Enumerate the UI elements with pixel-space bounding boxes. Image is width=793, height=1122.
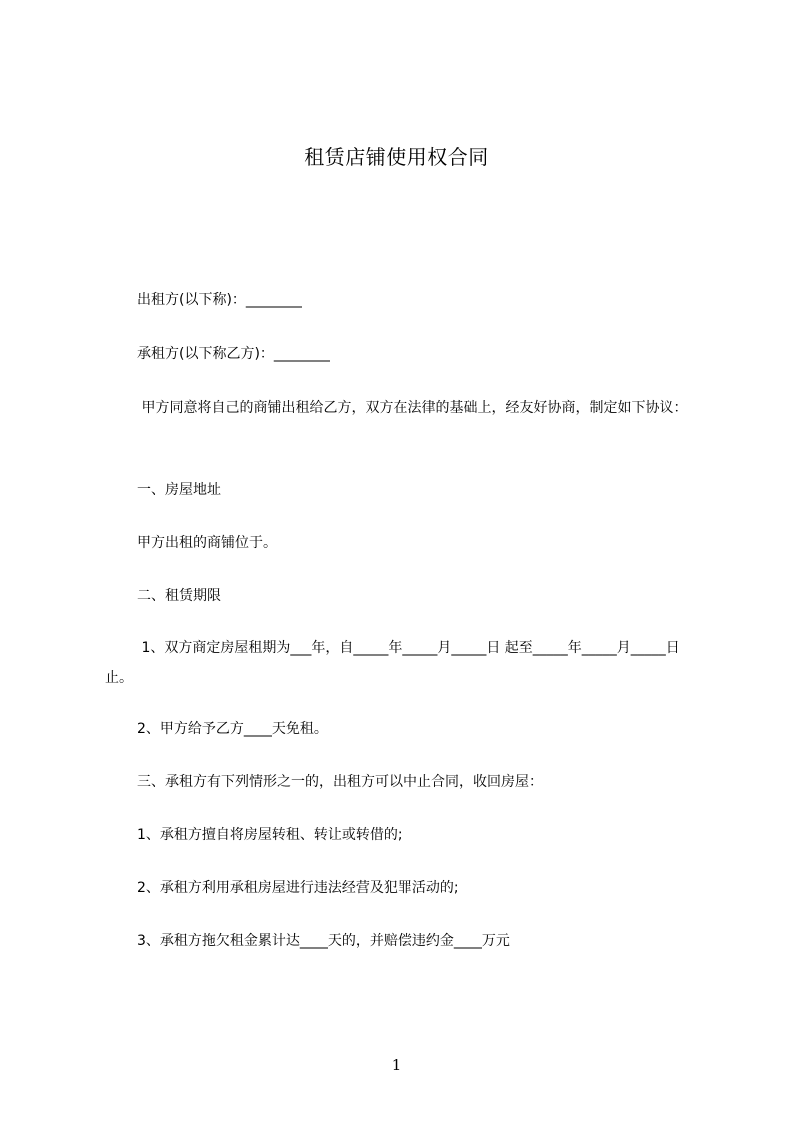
term-clause-1: 1、双方商定房屋租期为___年，自_____年_____月_____日 起至_____年_____月_____日 止。 xyxy=(105,640,685,686)
termination-clause-3: 3、承租方拖欠租金累计达____天的，并赔偿违约金____万元 xyxy=(137,933,510,949)
lessee-line: 承租方(以下称乙方)：________ xyxy=(137,346,330,362)
agreement-intro: 甲方同意将自己的商铺出租给乙方，双方在法律的基础上，经友好协商，制定如下协议： xyxy=(137,400,688,416)
page-number: 1 xyxy=(391,1056,402,1074)
lessor-line: 出租方(以下称)：________ xyxy=(137,292,302,308)
term-clause-2: 2、甲方给予乙方____天免租。 xyxy=(137,721,328,737)
address-clause: 甲方出租的商铺位于。 xyxy=(137,535,277,551)
termination-clause-1: 1、承租方擅自将房屋转租、转让或转借的; xyxy=(137,827,403,843)
section-heading-termination: 三、承租方有下列情形之一的，出租方可以中止合同，收回房屋： xyxy=(137,774,543,790)
termination-clause-2: 2、承租方利用承租房屋进行违法经营及犯罪活动的; xyxy=(137,880,459,896)
section-heading-term: 二、租赁期限 xyxy=(137,588,221,604)
section-heading-address: 一、房屋地址 xyxy=(137,482,221,498)
document-title: 租赁店铺使用权合同 xyxy=(304,145,489,169)
